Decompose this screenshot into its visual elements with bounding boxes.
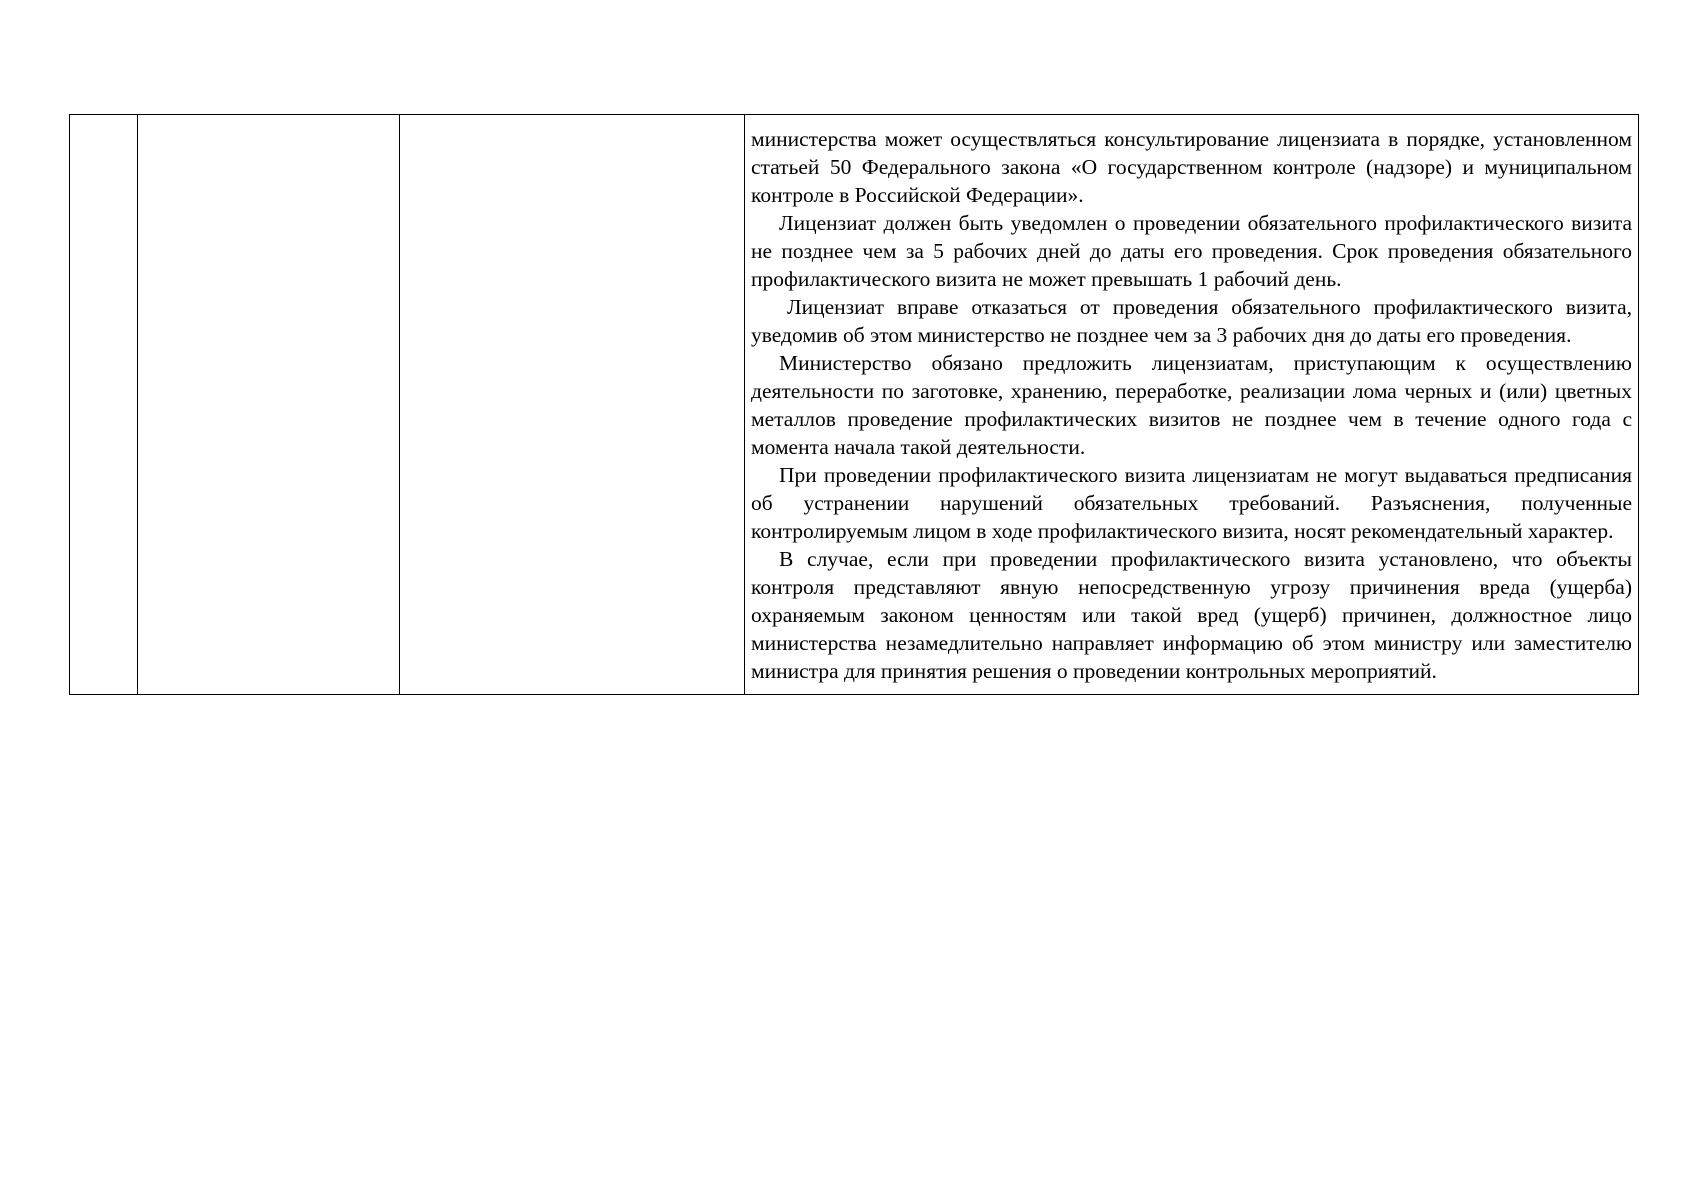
paragraph-consultation: министерства может осуществляться консультирование лицензиата в порядке, установленном статьей 50 Федерального закона «О государственном контроле (надзоре) и муниципальном контроле в Российской Федерации». — [751, 127, 1632, 207]
table-row — [70, 115, 1639, 695]
cell-description — [745, 115, 1639, 695]
cell-type — [400, 115, 745, 695]
paragraph-no-orders: При проведении профилактического визита лицензиатам не могут выдаваться предписания об устранении нарушений обязательных требований. Разъяснения, полученные контролируемым лицом в ходе профилактического визита, носят рекомендательный характер. — [751, 463, 1632, 543]
document-table — [69, 114, 1639, 695]
cell-name — [138, 115, 400, 695]
paragraph-refusal: Лицензиат вправе отказаться от проведения обязательного профилактического визита, уведомив об этом министерство не позднее чем за 3 рабочих дня до даты его проведения. — [751, 295, 1632, 347]
paragraph-threat-case: В случае, если при проведении профилактического визита установлено, что объекты контроля представляют явную непосредственную угрозу причинения вреда (ущерба) охраняемым законом ценностям или такой вред (ущерб) причинен, должностное лицо министерства незамедлительно направляет информацию об этом министру или заместителю министра для принятия решения о проведении контрольных мероприятий. — [751, 547, 1632, 683]
paragraph-notification: Лицензиат должен быть уведомлен о проведении обязательного профилактического визита не позднее чем за 5 рабочих дней до даты его проведения. Срок проведения обязательного профилактического визита не может превышать 1 рабочий день. — [751, 211, 1632, 291]
paragraph-ministry-obligation: Министерство обязано предложить лицензиатам, приступающим к осуществлению деятельности по заготовке, хранению, переработке, реализации лома черных и (или) цветных металлов проведение профилактических визитов не позднее чем в течение одного года с момента начала такой деятельности. — [751, 351, 1632, 459]
cell-number — [70, 115, 138, 695]
